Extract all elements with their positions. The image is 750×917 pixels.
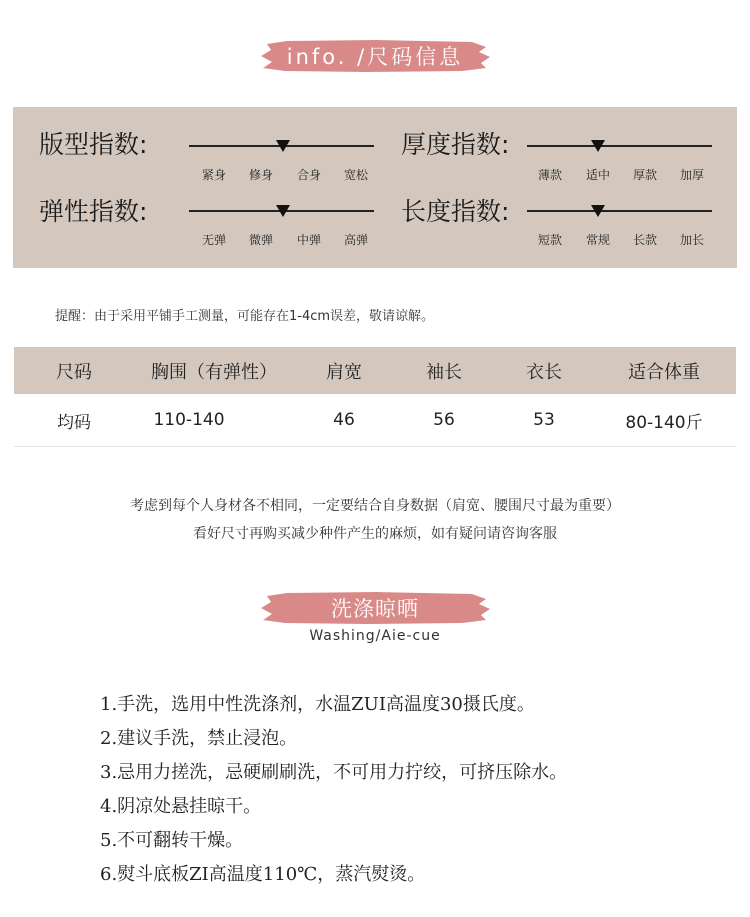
length-index-marker (591, 205, 605, 217)
header-cell-sleeve: 袖长 (426, 361, 462, 383)
table-row (14, 394, 736, 447)
list-item: 5.不可翻转干燥。 (100, 830, 244, 851)
care-banner (257, 590, 493, 626)
list-item: 4.阴凉处悬挂晾干。 (100, 796, 262, 817)
thickness-index-title: 厚度指数: (401, 130, 510, 159)
info-banner (257, 38, 493, 74)
length-index-label: 短款 (537, 233, 563, 247)
length-index-label: 长款 (632, 233, 658, 247)
thickness-index-label: 厚款 (632, 168, 658, 182)
list-item: 1.手洗，选用中性洗涤剂，水温ZUI高温度30摄氏度。 (100, 694, 535, 715)
length-index-label: 加长 (679, 233, 705, 247)
table-cell: 80-140斤 (625, 412, 703, 433)
elasticity-index-label: 微弹 (248, 233, 274, 247)
header-cell-length: 衣长 (526, 361, 562, 383)
care-subtitle: Washing/Aie-cue (309, 628, 441, 644)
size-table (14, 347, 736, 447)
elasticity-index-marker (276, 205, 290, 217)
fit-index-title: 版型指数: (39, 130, 148, 159)
list-item: 6.熨斗底板ZI高温度110℃，蒸汽熨烫。 (100, 864, 426, 885)
thickness-index-label: 适中 (585, 168, 611, 182)
header-cell-weight: 适合体重 (628, 361, 700, 383)
care-instructions-list (100, 690, 567, 894)
table-cell: 110-140 (153, 410, 225, 430)
elasticity-index-label: 无弹 (201, 233, 227, 247)
size-table-header (14, 347, 736, 394)
list-item: 3.忌用力搓洗，忌硬刷刷洗，不可用力拧绞，可挤压除水。 (100, 762, 568, 783)
length-index-scale-line (527, 210, 712, 212)
size-tip-line: 看好尺寸再购买减少种件产生的麻烦，如有疑问请咨询客服 (193, 526, 557, 542)
fit-index-block (39, 125, 369, 185)
care-banner-title: 洗涤晾晒 (331, 597, 419, 621)
fit-index-label: 合身 (296, 168, 322, 182)
table-cell: 46 (333, 410, 355, 430)
thickness-index-marker (591, 140, 605, 152)
header-cell-chest: 胸围（有弹性） (151, 361, 277, 383)
fit-index-label: 修身 (248, 168, 274, 182)
thickness-index-block (401, 125, 731, 185)
thickness-index-scale-line (527, 145, 712, 147)
table-cell: 56 (433, 410, 455, 430)
fit-index-marker (276, 140, 290, 152)
header-cell-size: 尺码 (56, 361, 92, 383)
elasticity-index-block (39, 192, 369, 252)
length-index-label: 常规 (585, 233, 611, 247)
table-cell: 53 (533, 410, 555, 430)
thickness-index-label: 薄款 (537, 168, 563, 182)
thickness-index-label: 加厚 (679, 168, 705, 182)
list-item: 2.建议手洗，禁止浸泡。 (100, 728, 298, 749)
fit-index-label: 宽松 (343, 168, 369, 182)
info-banner-title: info. /尺码信息 (286, 45, 464, 69)
measurement-note: 提醒：由于采用平铺手工测量，可能存在1-4cm误差，敬请谅解。 (55, 309, 435, 324)
header-cell-shoulder: 肩宽 (326, 361, 362, 383)
elasticity-index-title: 弹性指数: (39, 197, 148, 226)
fit-index-panel (13, 107, 737, 268)
size-tip-line: 考虑到每个人身材各不相同，一定要结合自身数据（肩宽、腰围尺寸最为重要） (130, 498, 620, 514)
elasticity-index-label: 高弹 (343, 233, 369, 247)
length-index-title: 长度指数: (401, 197, 510, 226)
table-cell: 均码 (57, 412, 91, 433)
length-index-block (401, 192, 731, 252)
elasticity-index-label: 中弹 (296, 233, 322, 247)
fit-index-label: 紧身 (201, 168, 227, 182)
